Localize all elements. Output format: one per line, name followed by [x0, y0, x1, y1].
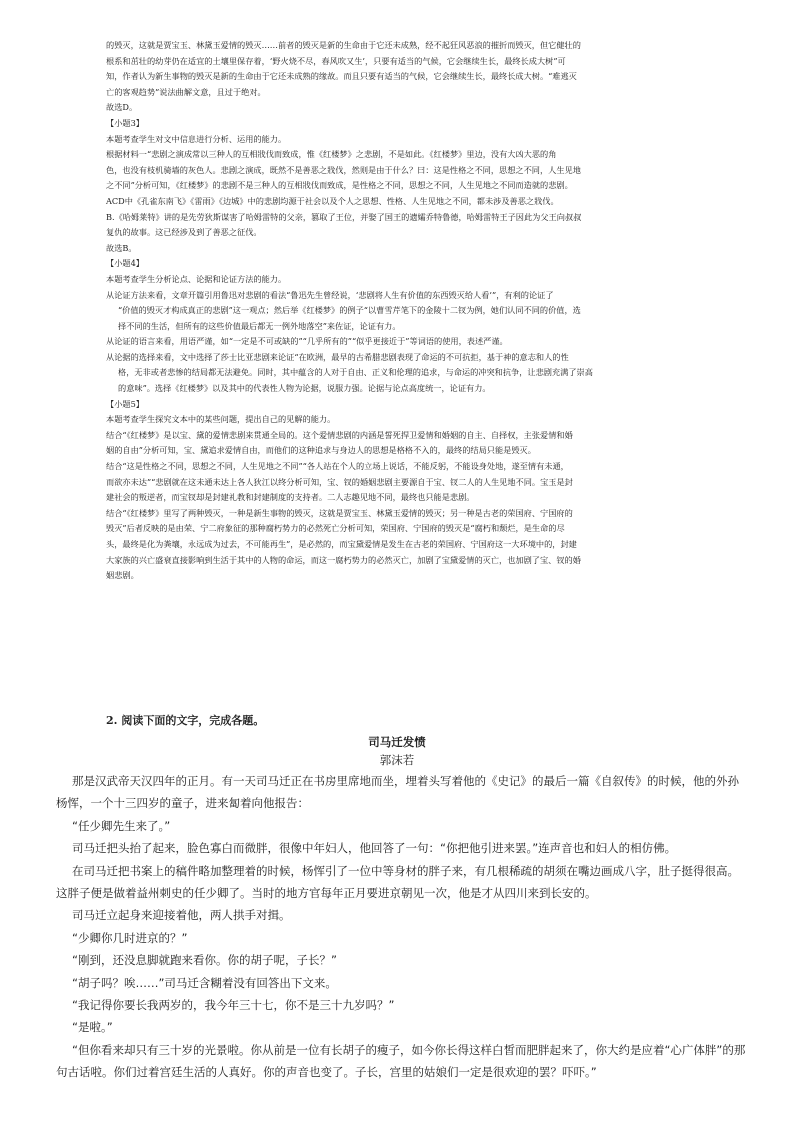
- story-title: 司马迁发愤: [368, 735, 426, 749]
- question-heading: 2. 阅读下面的文字，完成各题。: [106, 714, 265, 727]
- answer-line: 本题考查学生分析论点、论据和论证方法的能力。: [106, 273, 287, 284]
- answer-line: 本题考查学生对文中信息进行分析、运用的能力。: [106, 133, 287, 144]
- answer-line: 头，最终是化为粪壤，永远成为过去，不可能再生”，是必然的，而宝黛爱情是发生在古老的荣国府、宁国府这一大环境中的，封建: [106, 539, 577, 549]
- answer-line: ACD中《孔雀东南飞》《雷雨》《边城》中的悲剧均源于社会以及个人之思想、性格、人生见地之不同，都未涉及善恶之戕伐。: [106, 195, 559, 206]
- story-paragraph: 司马迁立起身来迎接着他，两人拱手对揖。: [72, 908, 291, 923]
- answer-line: 结合“《红楼梦》里写了两种毁灭，一种是新生事物的毁灭，这就是贾宝玉、林黛玉爱情的毁灭；另一种是古老的荣国府、宁国府的: [106, 507, 573, 518]
- answer-line: 姻的自由”分析可知，宝、黛追求爱情自由，而他们的这种追求与身边人的思想是格格不入的，最终的结局只能是毁灭。: [106, 445, 536, 456]
- story-paragraph: “是啦。”: [72, 1020, 113, 1035]
- story-paragraph: “少卿你几时进京的？”: [72, 930, 188, 945]
- answer-line: 【小题3】: [106, 117, 144, 128]
- answer-line: 而欲亦未达”“悲剧就在这未通未达上各人狄江以终分析可知，宝、钗的婚姻悲剧主要源自于宝、钗二人的人生见地不同。宝玉是封: [106, 476, 573, 487]
- story-paragraph: “我记得你要长我两岁的，我今年三十七，你不是三十九岁吗？”: [72, 998, 395, 1013]
- answer-line: 的毁灭，这就是贾宝玉、林黛玉爱情的毁灭……前者的毁灭是新的生命由于它还未成熟，经不起狂风恶浪的摧折而毁灭，但它健壮的: [106, 40, 581, 50]
- answer-line: 知，作者认为新生事物的毁灭是新的生命由于它还未成熟的缘故。而且只要有适当的气候，它会继续生长，最终长成大树。“难逃灭: [106, 71, 577, 82]
- answer-line: B.《哈姆莱特》讲的是先劳狄斯谋害了哈姆雷特的父亲，篡取了王位，并娶了国王的遗孀乔特鲁德，哈姆雷特王子因此为父王向叔叔: [106, 211, 582, 222]
- answer-line: 择不同的生活，但所有的这些价值最后都无一例外地落空”来佐证，论证有力。: [118, 320, 401, 331]
- answer-line: 姻悲剧。: [106, 570, 139, 581]
- story-author: 郭沫若: [379, 753, 415, 767]
- answer-line: 【小题4】: [106, 258, 144, 269]
- story-paragraph: “任少卿先生来了。”: [72, 818, 171, 833]
- answer-line: 根系和茁壮的幼芽仍在适宜的土壤里保存着，‘野火烧不尽，春风吹又生’，只要有适当的气候，它会继续生长，最终长成大树”可: [106, 55, 566, 66]
- answer-line: 亡的客观趋势”说法曲解文意，且过于绝对。: [106, 86, 266, 97]
- answer-line: 的意味”。选择《红楼梦》以及其中的代表性人物为论据，说服力强。论据与论点高度统一，论证有力。: [118, 383, 491, 394]
- answer-explanation: [106, 38, 706, 584]
- story-paragraph: 司马迁把头抬了起来，脸色寡白而微胖，很像中年妇人，他回答了一句：“你把他引进来罢。”连声音也和妇人的相仿佛。: [72, 841, 677, 856]
- answer-line: 从论据的选择来看，文中选择了莎士比亚悲剧来论证“在欧洲，最早的古希腊悲剧表现了命运的不可抗拒，基于神的意志和人的性: [106, 351, 569, 362]
- answer-line: “价值的毁灭才构成真正的悲剧”这一观点；然后举《红楼梦》的例子“以曹雪芹笔下的金陵十二钗为例，她们认同不同的价值，选: [118, 305, 581, 316]
- answer-line: 本题考查学生探究文本中的某些问题，提出自己的见解的能力。: [106, 414, 336, 425]
- story-paragraph: 那是汉武帝天汉四年的正月。有一天司马迁正在书房里席地而坐，埋着头写着他的《史记》的最后一篇《自叙传》的时候，他的外孙杨恽，一个十三四岁的童子，进来匐着向他报告：: [56, 774, 739, 811]
- answer-line: 复仇的故事。这已经涉及到了善恶之征伐。: [106, 227, 262, 238]
- story-paragraph: 在司马迁把书案上的稿件略加整理着的时候，杨恽引了一位中等身材的胖子来，有几根稀疏的胡须在嘴边画成八字，肚子挺得很高。这胖子便是做着益州刺史的任少卿了。当时的地方官每年正月要进京朝见一次，他是才从四川来到长安的。: [56, 863, 739, 901]
- answer-line: 色，也没有枝机骑墙的灰色人。悲剧之演成，既然不是善恶之戕伐，然则是由于什么？曰：这是性格之不同，思想之不同，人生见地: [106, 164, 581, 175]
- story-paragraph: “刚到，还没息脚就跑来看你。你的胡子呢，子长？”: [72, 953, 337, 968]
- answer-line: 从论证的语言来看，用语严谨，如“一定是不可或缺的”“几乎所有的”“似乎更接近于”等词语的使用，表述严谨。: [106, 336, 508, 347]
- answer-line: 故选D。: [106, 102, 138, 113]
- answer-line: 【小题5】: [106, 398, 144, 409]
- answer-line: 根据材料一“悲剧之演成常以三种人的互相戕伐而致成，惟《红楼梦》之悲剧，不是如此。《红楼梦》里边，没有大凶大恶的角: [106, 149, 557, 160]
- story-paragraph: “胡子吗？唉……”司马迁含糊着没有回答出下文来。: [72, 975, 337, 990]
- story-body: [56, 770, 746, 1084]
- answer-line: 大家族的兴亡盛衰直接影响到生活于其中的人物的命运，而这一腐朽势力的必然灭亡，加剧了宝黛爱情的灭亡，也加剧了宝、钗的婚: [106, 554, 581, 565]
- answer-line: 之不同”分析可知，《红楼梦》的悲剧不是三种人的互相戕伐而致成，是性格之不同，思想之不同，人生见地之不同而造就的悲剧。: [106, 180, 573, 191]
- answer-line: 从论证方法来看，文章开篇引用鲁迅对悲剧的看法“鲁迅先生曾经说，‘悲剧将人生有价值的东西毁灭给人看’”，有利的论证了: [106, 289, 554, 300]
- answer-line: 毁灭”后者反映的是由荣、宁二府象征的那种腐朽势力的必然死亡分析可知，荣国府、宁国府的毁灭是“腐朽和颓烂，是生命的尽: [106, 523, 565, 534]
- story-paragraph: “但你看来却只有三十岁的光景啦。你从前是一位有长胡子的瘦子，如今你长得这样白皙而肥胖起来了，你大约是应着“心广体胖”的那句古话啦。你们过着宫廷生活的人真好。你的声音也变了。子长，宫里的姑娘们一定是很欢迎的罢？吓吓。”: [56, 1042, 746, 1080]
- answer-line: 格，无非或者悲惨的结局都无法避免。同时，其中蕴含的人对于自由、正义和伦理的追求，与命运的冲突和抗争，让悲剧充满了崇高: [118, 367, 593, 378]
- answer-line: 结合“《红楼梦》是以宝、黛的爱情悲剧来贯通全局的。这个爱情悲剧的内涵是誓死捍卫爱情和婚姻的自主、自择权，主张爱情和婚: [106, 429, 573, 440]
- answer-line: 结合“这是性格之不同，思想之不同，人生见地之不同”“各人站在个人的立场上说话，不能反躬，不能设身处地，遂至情有未通，: [106, 461, 569, 472]
- answer-line: 故选B。: [106, 242, 137, 253]
- answer-line: 建社会的叛逆者，而宝钗却是封建礼教和封建制度的支持者。二人志趣见地不同，最终也只能是悲剧。: [106, 492, 475, 503]
